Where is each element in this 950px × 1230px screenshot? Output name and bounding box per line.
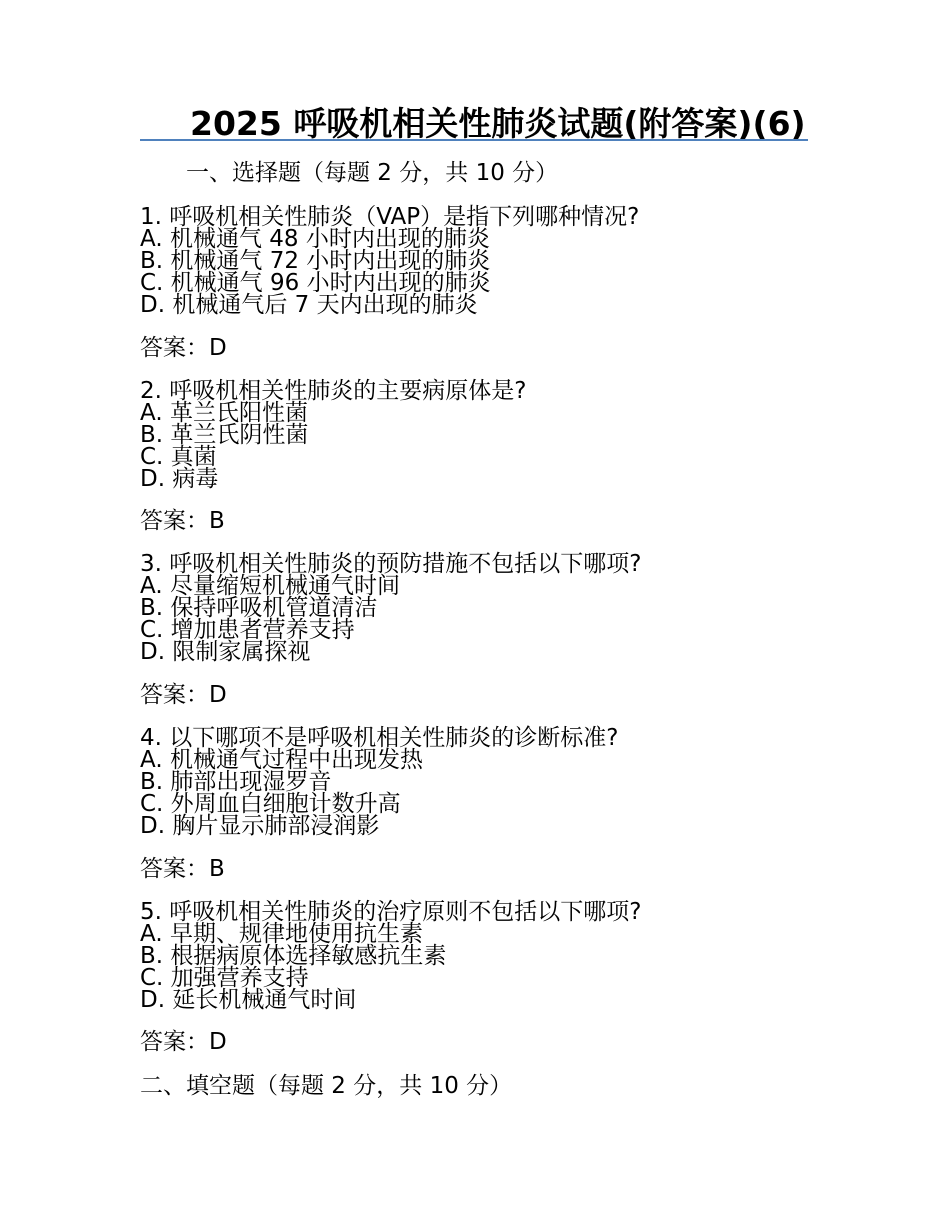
option-a: A. 革兰氏阳性菌 xyxy=(140,400,308,426)
option-d: D. 机械通气后 7 天内出现的肺炎 xyxy=(140,292,478,318)
question-block xyxy=(140,727,618,837)
question-stem: 2. 呼吸机相关性肺炎的主要病原体是? xyxy=(140,378,527,404)
answer-line: 答案：B xyxy=(140,508,225,534)
option-a: A. 早期、规律地使用抗生素 xyxy=(140,921,423,947)
option-d: D. 限制家属探视 xyxy=(140,639,311,665)
question-stem: 5. 呼吸机相关性肺炎的治疗原则不包括以下哪项? xyxy=(140,899,642,925)
answer-line: 答案：B xyxy=(140,856,225,882)
section-heading-multiple-choice: 一、选择题（每题 2 分，共 10 分） xyxy=(186,160,559,186)
title-underline xyxy=(140,139,808,141)
option-c: C. 外周血白细胞计数升高 xyxy=(140,791,401,817)
option-b: B. 根据病原体选择敏感抗生素 xyxy=(140,943,447,969)
question-block xyxy=(140,553,641,663)
option-d: D. 病毒 xyxy=(140,466,219,492)
answer-line: 答案：D xyxy=(140,335,227,361)
question-stem: 3. 呼吸机相关性肺炎的预防措施不包括以下哪项? xyxy=(140,551,642,577)
question-block xyxy=(140,206,639,316)
option-c: C. 加强营养支持 xyxy=(140,965,309,991)
option-d: D. 胸片显示肺部浸润影 xyxy=(140,813,380,839)
question-stem: 4. 以下哪项不是呼吸机相关性肺炎的诊断标准? xyxy=(140,725,619,751)
option-a: A. 机械通气 48 小时内出现的肺炎 xyxy=(140,226,490,252)
option-b: B. 肺部出现湿罗音 xyxy=(140,769,332,795)
option-a: A. 尽量缩短机械通气时间 xyxy=(140,573,400,599)
question-stem: 1. 呼吸机相关性肺炎（VAP）是指下列哪种情况? xyxy=(140,204,640,230)
option-b: B. 保持呼吸机管道清洁 xyxy=(140,595,378,621)
document-title: 2025 呼吸机相关性肺炎试题(附答案)(6) xyxy=(190,104,806,143)
option-c: C. 增加患者营养支持 xyxy=(140,617,355,643)
option-c: C. 真菌 xyxy=(140,444,217,470)
option-b: B. 机械通气 72 小时内出现的肺炎 xyxy=(140,248,491,274)
option-a: A. 机械通气过程中出现发热 xyxy=(140,747,423,773)
option-c: C. 机械通气 96 小时内出现的肺炎 xyxy=(140,270,491,296)
option-b: B. 革兰氏阴性菌 xyxy=(140,422,309,448)
section-heading-fill-blank: 二、填空题（每题 2 分，共 10 分） xyxy=(140,1073,513,1099)
question-block xyxy=(140,380,526,490)
question-block xyxy=(140,901,641,1011)
option-d: D. 延长机械通气时间 xyxy=(140,987,357,1013)
answer-line: 答案：D xyxy=(140,682,227,708)
answer-line: 答案：D xyxy=(140,1029,227,1055)
